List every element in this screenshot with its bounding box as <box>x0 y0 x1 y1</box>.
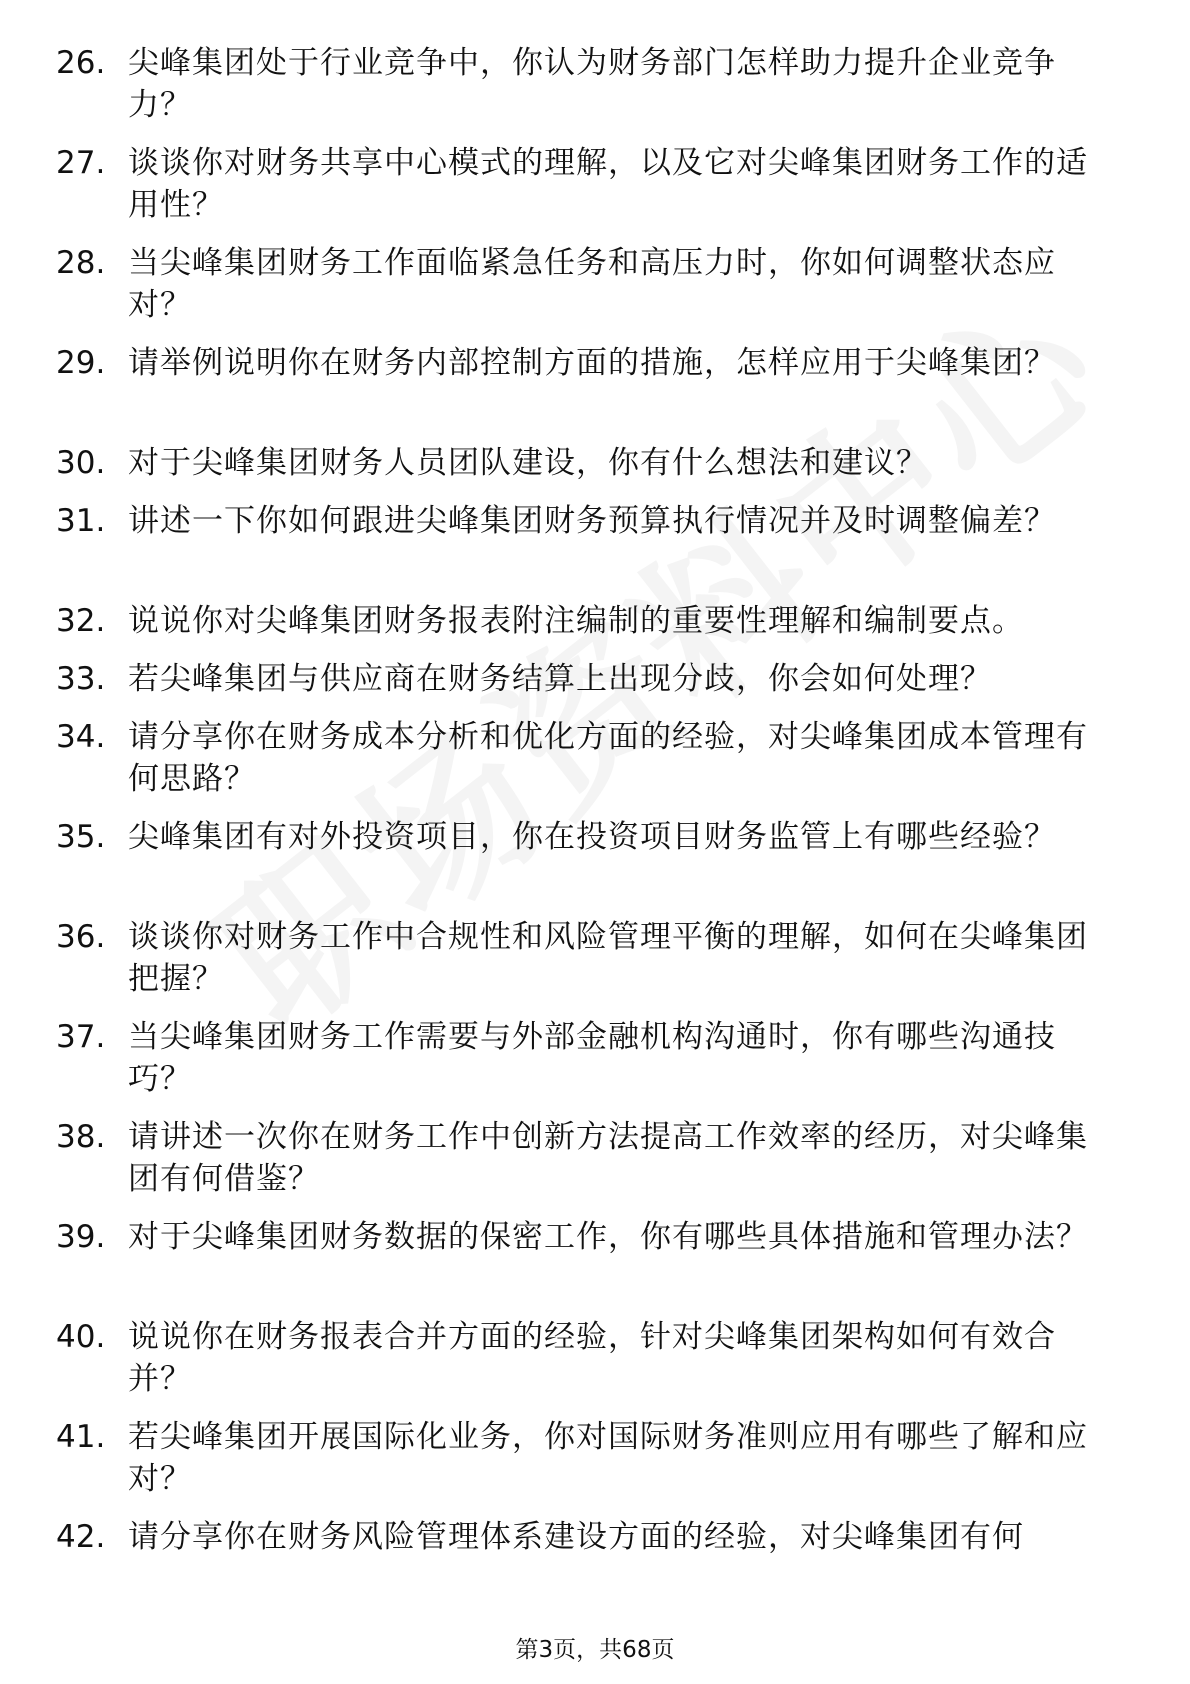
question-number: 30. <box>56 445 106 481</box>
question-number: 38. <box>56 1119 106 1155</box>
question-item <box>0 242 1190 323</box>
question-item <box>0 600 1190 639</box>
question-text: 若尖峰集团开展国际化业务，你对国际财务准则应用有哪些了解和应对？ <box>128 1419 1088 1497</box>
question-item <box>0 342 1190 402</box>
question-number: 33. <box>56 661 106 697</box>
question-number: 40. <box>56 1319 106 1355</box>
question-text: 讲述一下你如何跟进尖峰集团财务预算执行情况并及时调整偏差？ <box>128 503 1056 539</box>
question-item <box>0 442 1190 481</box>
question-number: 36. <box>56 919 106 955</box>
question-item <box>0 142 1190 223</box>
question-text: 对于尖峰集团财务数据的保密工作，你有哪些具体措施和管理办法？ <box>128 1219 1088 1255</box>
question-text: 对于尖峰集团财务人员团队建设，你有什么想法和建议？ <box>128 445 928 481</box>
question-item <box>0 1116 1190 1197</box>
question-item <box>0 1216 1190 1276</box>
question-text: 当尖峰集团财务工作需要与外部金融机构沟通时，你有哪些沟通技巧？ <box>128 1019 1056 1097</box>
question-number: 28. <box>56 245 106 281</box>
question-text: 谈谈你对财务工作中合规性和风险管理平衡的理解，如何在尖峰集团把握？ <box>128 919 1088 997</box>
question-item <box>0 916 1190 997</box>
question-number: 26. <box>56 45 106 81</box>
question-number: 35. <box>56 819 106 855</box>
question-number: 34. <box>56 719 106 755</box>
question-item <box>0 816 1190 876</box>
question-text: 若尖峰集团与供应商在财务结算上出现分歧，你会如何处理？ <box>128 661 992 697</box>
question-list <box>0 42 1190 1576</box>
question-number: 42. <box>56 1519 106 1555</box>
question-item <box>0 42 1190 123</box>
question-text: 请举例说明你在财务内部控制方面的措施，怎样应用于尖峰集团？ <box>128 345 1056 381</box>
question-item <box>0 1316 1190 1397</box>
question-number: 29. <box>56 345 106 381</box>
question-item <box>0 1016 1190 1097</box>
question-text: 请讲述一次你在财务工作中创新方法提高工作效率的经历，对尖峰集团有何借鉴？ <box>128 1119 1088 1197</box>
question-number: 31. <box>56 503 106 539</box>
question-number: 32. <box>56 603 106 639</box>
question-text: 尖峰集团有对外投资项目，你在投资项目财务监管上有哪些经验？ <box>128 819 1056 855</box>
question-item <box>0 1516 1190 1576</box>
question-text: 说说你对尖峰集团财务报表附注编制的重要性理解和编制要点。 <box>128 603 1024 639</box>
question-item <box>0 716 1190 797</box>
question-text: 当尖峰集团财务工作面临紧急任务和高压力时，你如何调整状态应对？ <box>128 245 1056 323</box>
question-number: 41. <box>56 1419 106 1455</box>
question-item <box>0 658 1190 697</box>
question-text: 请分享你在财务风险管理体系建设方面的经验，对尖峰集团有何 <box>128 1519 1024 1555</box>
question-text: 说说你在财务报表合并方面的经验，针对尖峰集团架构如何有效合并？ <box>128 1319 1056 1397</box>
question-text: 谈谈你对财务共享中心模式的理解，以及它对尖峰集团财务工作的适用性？ <box>128 145 1088 223</box>
page-number-footer: 第3页，共68页 <box>515 1637 675 1663</box>
question-text: 请分享你在财务成本分析和优化方面的经验，对尖峰集团成本管理有何思路？ <box>128 719 1088 797</box>
question-text: 尖峰集团处于行业竞争中，你认为财务部门怎样助力提升企业竞争力？ <box>128 45 1056 123</box>
question-number: 27. <box>56 145 106 181</box>
question-number: 39. <box>56 1219 106 1255</box>
question-item <box>0 500 1190 560</box>
question-item <box>0 1416 1190 1497</box>
question-number: 37. <box>56 1019 106 1055</box>
